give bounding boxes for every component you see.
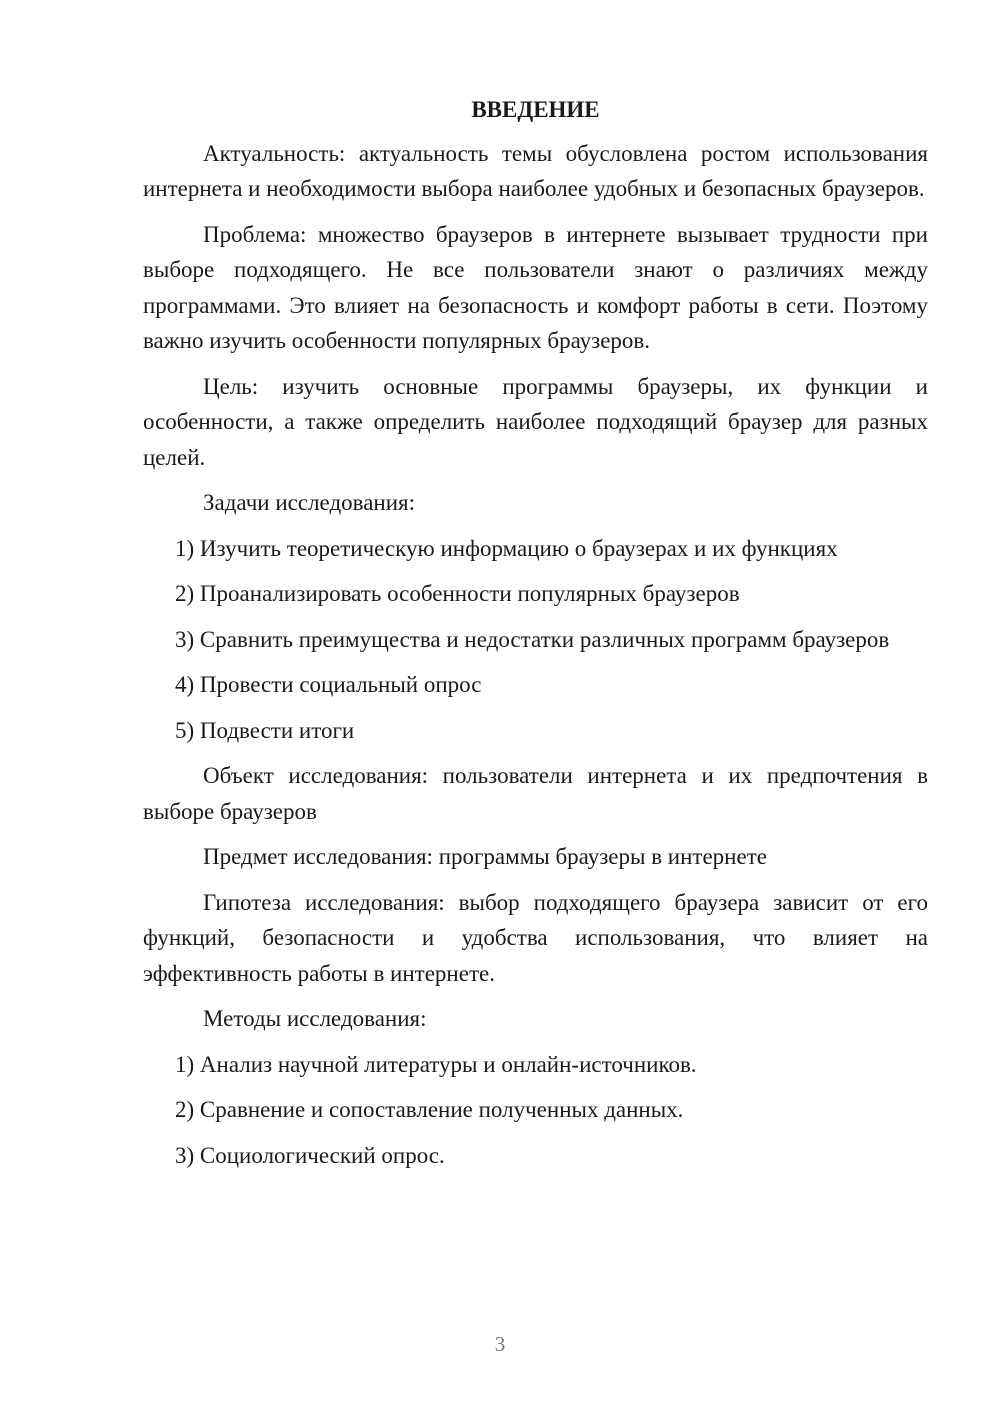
tasks-heading: Задачи исследования: bbox=[203, 490, 416, 515]
object-paragraph: Объект исследования: пользователи интернета и их предпочтения в выборе браузеров bbox=[143, 763, 928, 824]
task-item-2: 2) Проанализировать особенности популярных браузеров bbox=[175, 581, 740, 606]
problem-paragraph: Проблема: множество браузеров в интернете вызывает трудности при выборе подходящего. Не все пользователи знают о различиях между программами. Это влияет на безопасность и комфорт работы в сети. Поэтому важно изучить особенности популярных браузеров. bbox=[143, 221, 928, 353]
method-item-3: 3) Социологический опрос. bbox=[175, 1142, 445, 1168]
relevance-paragraph: Актуальность: актуальность темы обусловлена ростом использования интернета и необходимости выбора наиболее удобных и безопасных браузеров. bbox=[143, 140, 928, 201]
methods-heading: Методы исследования: bbox=[203, 1006, 427, 1031]
document-title: ВВЕДЕНИЕ bbox=[471, 97, 600, 122]
hypothesis-paragraph: Гипотеза исследования: выбор подходящего браузера зависит от его функций, безопасности и удобства использования, что влияет на эффективность работы в интернете. bbox=[143, 889, 928, 986]
page-number: 3 bbox=[494, 1332, 506, 1356]
task-item-1: 1) Изучить теоретическую информацию о браузерах и их функциях bbox=[175, 535, 838, 561]
document-page bbox=[143, 92, 928, 1183]
task-item-5: 5) Подвести итоги bbox=[175, 717, 355, 743]
goal-paragraph: Цель: изучить основные программы браузеры, их функции и особенности, а также определить наиболее подходящий браузер для разных целей. bbox=[143, 373, 928, 470]
subject-paragraph: Предмет исследования: программы браузеры в интернете bbox=[203, 844, 767, 869]
task-item-3: 3) Сравнить преимущества и недостатки различных программ браузеров bbox=[175, 626, 890, 652]
method-item-1: 1) Анализ научной литературы и онлайн-источников. bbox=[175, 1051, 697, 1077]
task-item-4: 4) Провести социальный опрос bbox=[175, 672, 482, 697]
method-item-2: 2) Сравнение и сопоставление полученных данных. bbox=[175, 1097, 684, 1122]
